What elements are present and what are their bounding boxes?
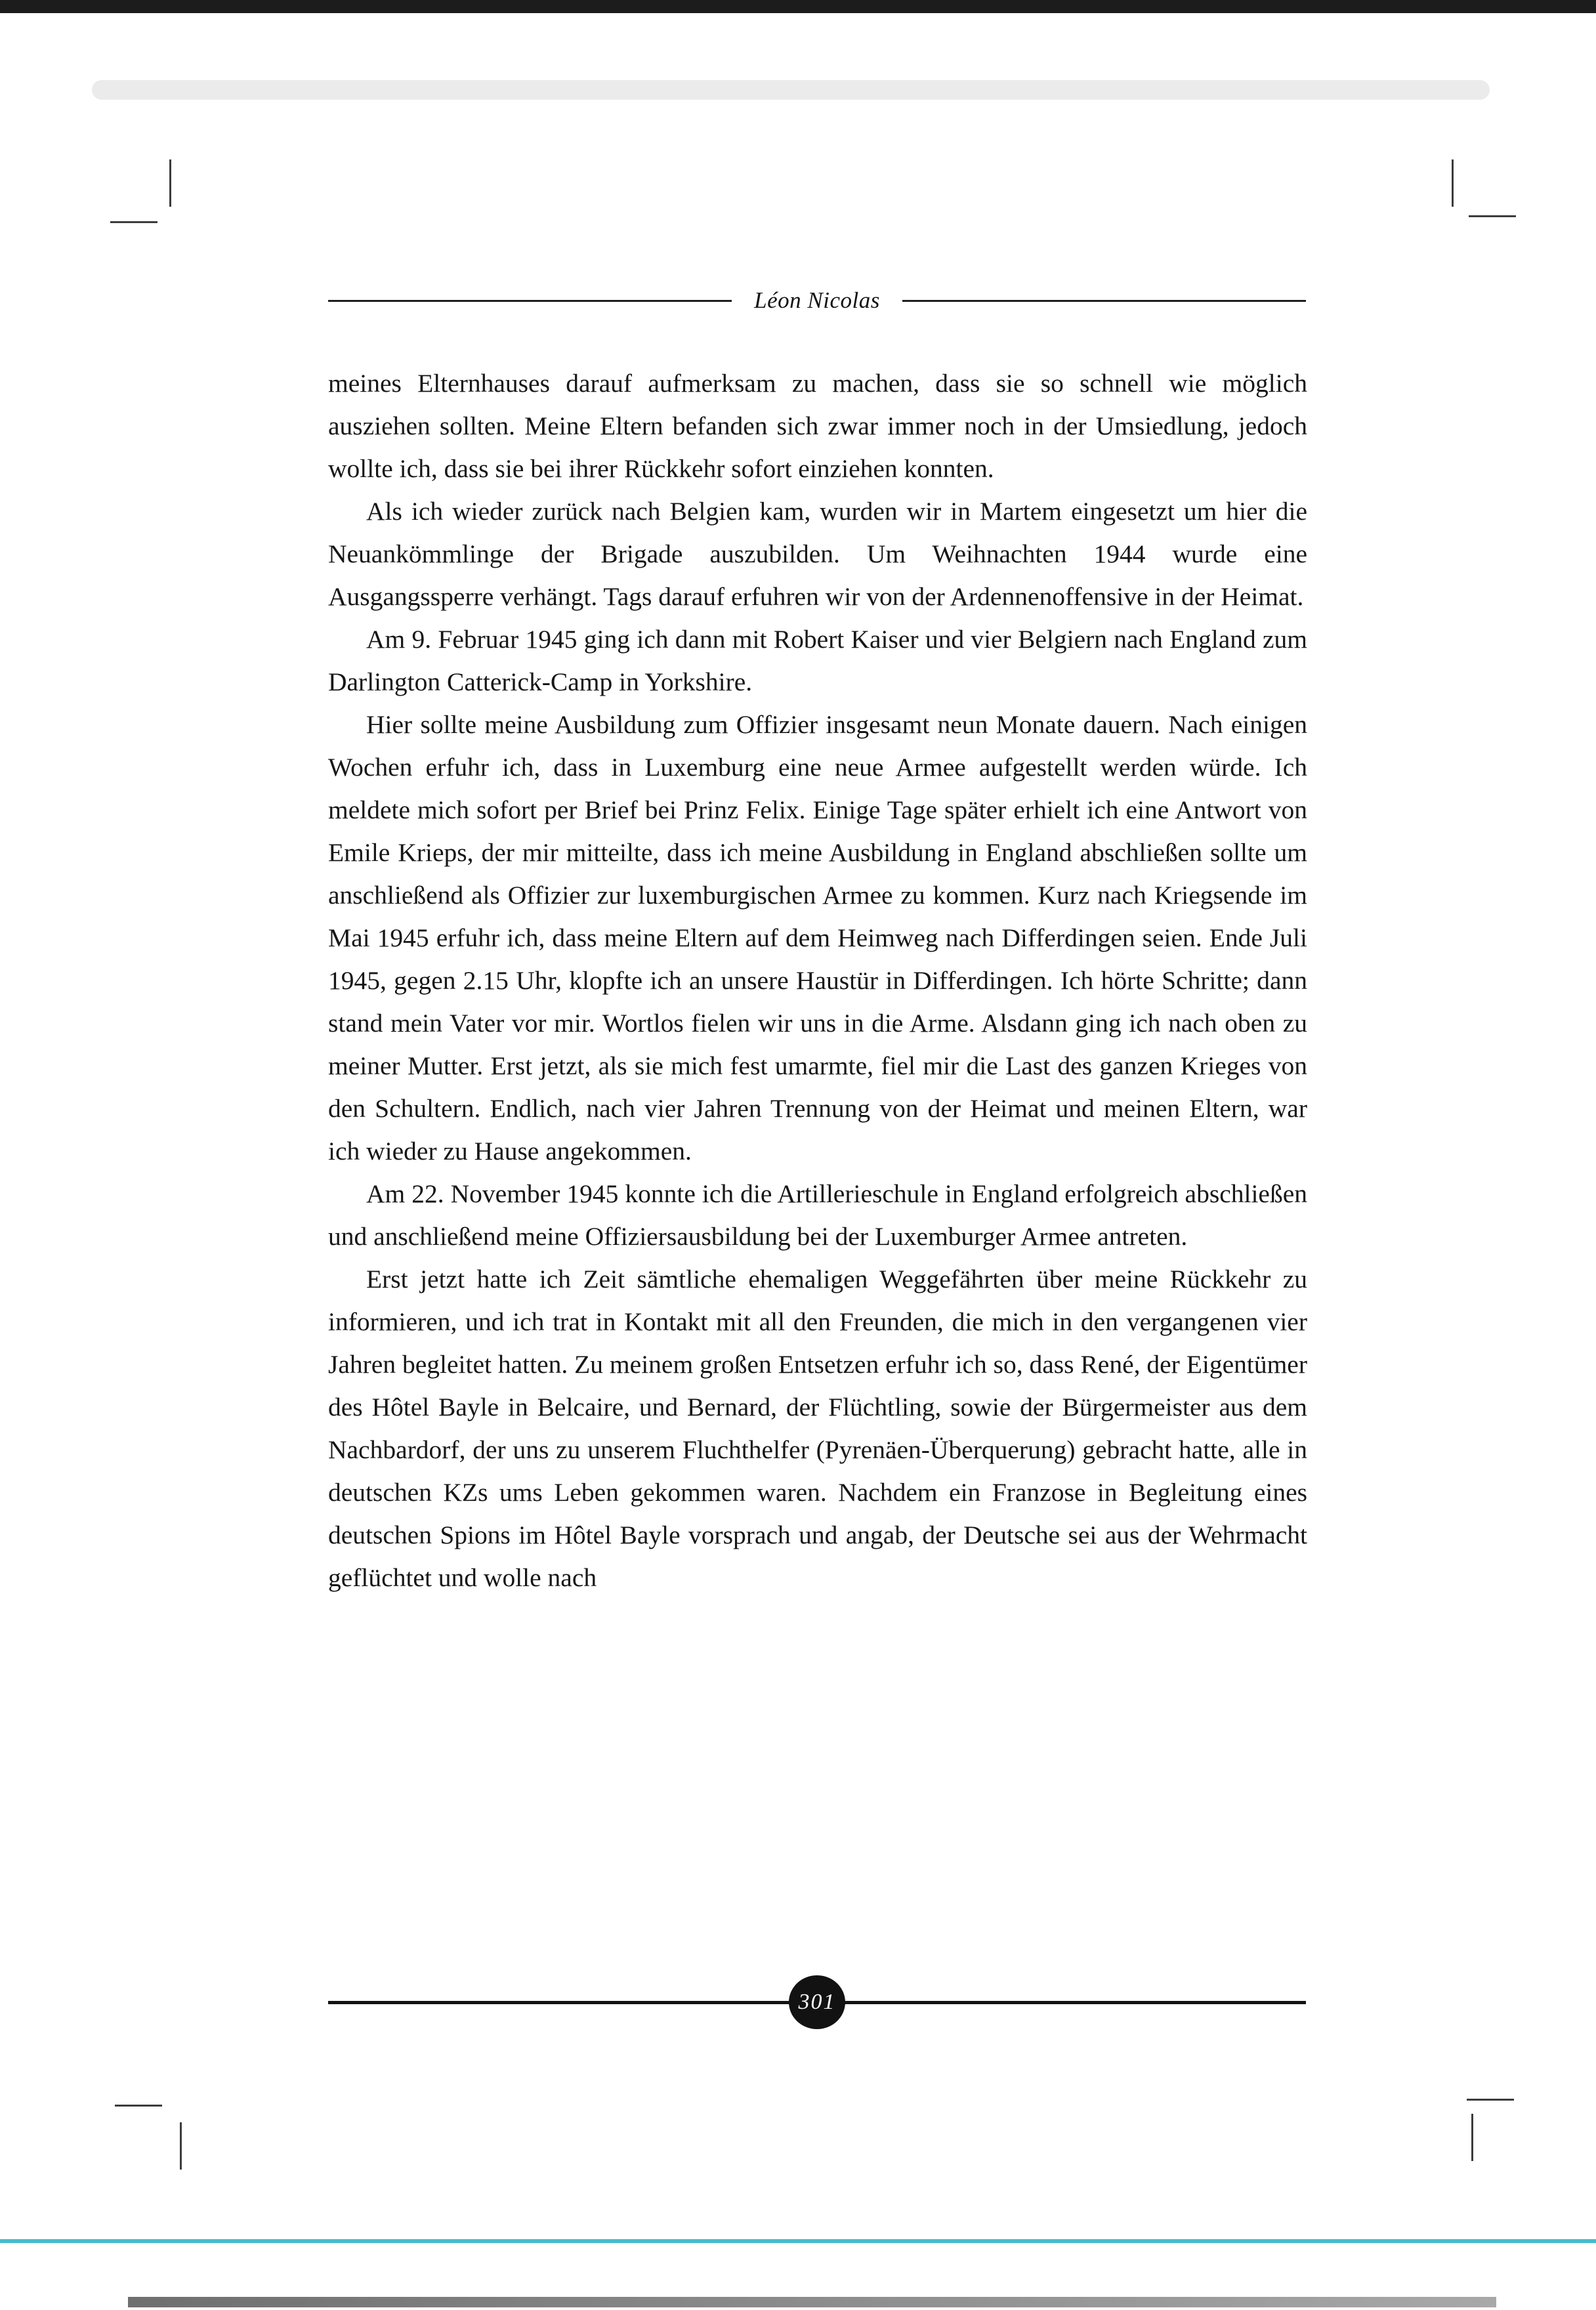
scan-artifact-cyan-line [0,2239,1596,2243]
paragraph: meines Elternhauses darauf aufmerksam zu machen, dass sie so schnell wie möglich ausziehen sollten. Meine Eltern befanden sich zwar immer noch in der Umsiedlung, jedoch wollte ich, dass sie bei ihrer Rückkehr sofort einziehen konnten. [328,369,1307,483]
header-rule-right [902,300,1306,302]
footer-rule-right [845,2001,1306,2004]
crop-mark-bottom-right-horizontal [1467,2099,1514,2101]
page-number-badge [789,1975,845,2029]
paragraph: Hier sollte meine Ausbildung zum Offizier insgesamt neun Monate dauern. Nach einigen Wochen erfuhr ich, dass in Luxemburg eine neue Armee aufgestellt werden würde. Ich meldete mich sofort per Brief bei Prinz Felix. Einige Tage später erhielt ich eine Antwort von Emile Krieps, der mir mitteilte, dass ich meine Ausbildung in England abschließen sollte um anschließend als Offizier zur luxemburgischen Armee zu kommen. Kurz nach Kriegsende im Mai 1945 erfuhr ich, dass meine Eltern auf dem Heimweg nach Differdingen seien. Ende Juli 1945, gegen 2.15 Uhr, klopfte ich an unsere Haustür in Differdingen. Ich hörte Schritte; dann stand mein Vater vor mir. Wortlos fielen wir uns in die Arme. Alsdann ging ich nach oben zu meiner Mutter. Erst jetzt, als sie mich fest umarmte, fiel mir die Last des ganzen Krieges von den Schultern. Endlich, nach vier Jahren Trennung von der Heimat und meinen Eltern, war ich wieder zu Hause angekommen. [328,710,1307,1166]
crop-mark-top-right-vertical [1452,159,1454,207]
crop-mark-top-right-horizontal [1469,215,1516,217]
crop-mark-bottom-right-vertical [1471,2114,1473,2161]
scan-artifact-smudge [92,80,1490,100]
header-rule-left [328,300,732,302]
scan-artifact-bottom-bar [128,2297,1496,2307]
crop-mark-bottom-left-horizontal [115,2105,162,2107]
body-text [328,362,1307,1599]
page-number: 301 [798,1990,836,2014]
paragraph: Am 9. Februar 1945 ging ich dann mit Robert Kaiser und vier Belgiern nach England zum Darlington Catterick-Camp in Yorkshire. [328,625,1307,696]
footer-rule-left [328,2001,789,2004]
scan-artifact-top-bar [0,0,1596,13]
paragraph: Erst jetzt hatte ich Zeit sämtliche ehemaligen Weggefährten über meine Rückkehr zu informieren, und ich trat in Kontakt mit all den Freunden, die mich in den vergangenen vier Jahren begleitet hatten. Zu meinem großen Entsetzen erfuhr ich so, dass René, der Eigentümer des Hôtel Bayle in Belcaire, und Bernard, der Flüchtling, sowie der Bürgermeister aus dem Nachbardorf, der uns zu unserem Fluchthelfer (Pyrenäen-Überquerung) gebracht hatte, alle in deutschen KZs ums Leben gekommen waren. Nachdem ein Franzose in Begleitung eines deutschen Spions im Hôtel Bayle vorsprach und angab, der Deutsche sei aus der Wehrmacht geflüchtet und wolle nach [328,1265,1307,1592]
author-name: Léon Nicolas [754,287,880,313]
paragraph: Am 22. November 1945 konnte ich die Artillerieschule in England erfolgreich abschließen und anschließend meine Offiziersausbildung bei der Luxemburger Armee antreten. [328,1179,1307,1251]
crop-mark-bottom-left-vertical [180,2122,182,2170]
page-header [328,287,1306,314]
paragraph: Als ich wieder zurück nach Belgien kam, wurden wir in Martem eingesetzt um hier die Neuankömmlinge der Brigade auszubilden. Um Weihnachten 1944 wurde eine Ausgangssperre verhängt. Tags darauf erfuhren wir von der Ardennenoffensive in der Heimat. [328,497,1307,611]
page-footer [328,1975,1306,2029]
crop-mark-top-left-vertical [169,159,171,207]
crop-mark-top-left-horizontal [110,221,158,223]
